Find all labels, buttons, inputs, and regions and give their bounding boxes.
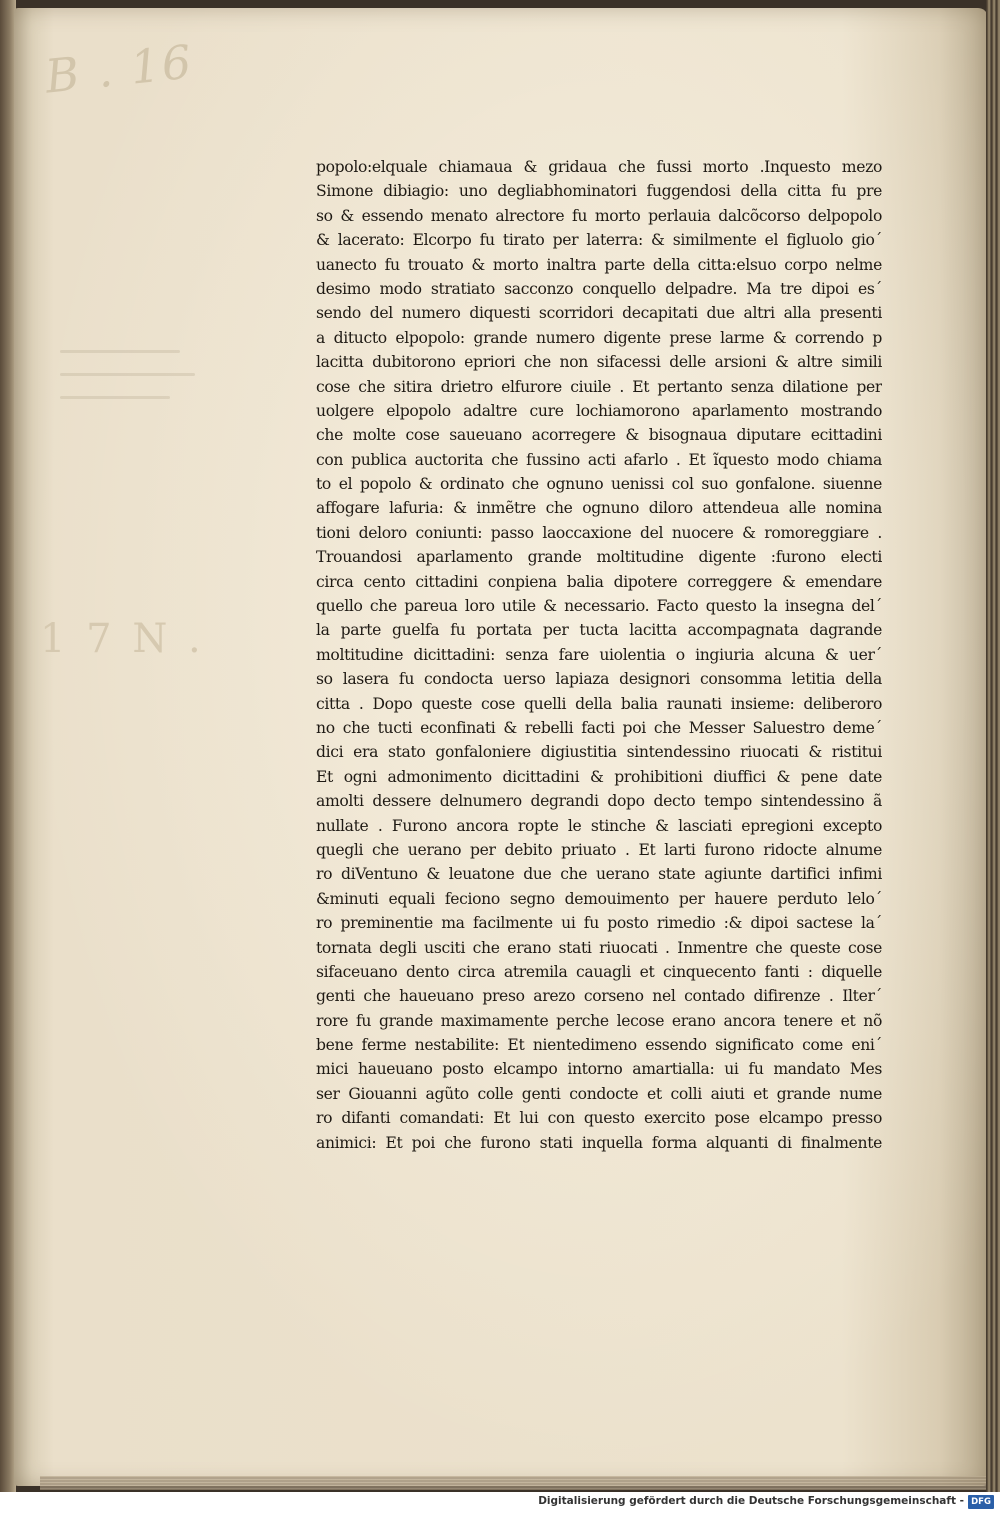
text-line: con publica auctorita che fussino acti afarlo . Et ĩquesto modo chiama bbox=[316, 450, 882, 469]
text-line: popolo:elquale chiamaua & gridaua che fussi morto .Inquesto mezo bbox=[316, 158, 882, 176]
text-line: dici era stato gonfaloniere digiustitia sintendessino riuocati & ristitui bbox=[316, 743, 882, 762]
dfg-logo: DFG bbox=[968, 1495, 994, 1509]
text-line: lacitta dubitorono epriori che non sifacessi delle arsioni & altre simili bbox=[316, 353, 882, 372]
text-line: Trouandosi aparlamento grande moltitudine digente :furono electi bbox=[316, 548, 882, 567]
text-line: &minuti equali feciono segno demouimento per hauere perduto lelo´ bbox=[316, 889, 882, 908]
text-line: animici: Et poi che furono stati inquella forma alquanti di finalmente bbox=[316, 1133, 882, 1152]
text-line: bene ferme nestabilite: Et nientedimeno essendo significato come eni´ bbox=[316, 1036, 882, 1055]
text-line: circa cento cittadini conpiena balia dipotere correggere & emendare bbox=[316, 572, 882, 591]
text-line: che molte cose saueuano acorregere & bisognaua diputare ecittadini bbox=[316, 426, 882, 445]
text-line: moltitudine dicittadini: senza fare uiolentia o ingiuria alcuna & uer´ bbox=[316, 645, 882, 664]
body-text bbox=[316, 155, 882, 1155]
text-line: a ditucto elpopolo: grande numero digente prese larme & correndo p bbox=[316, 328, 882, 347]
text-line: sifaceuano dento circa atremila cauagli et cinquecento fanti : diquelle bbox=[316, 962, 882, 981]
text-line: ro difanti comandati: Et lui con questo exercito pose elcampo presso bbox=[316, 1109, 882, 1128]
text-line: ser Giouanni agũto colle genti condocte et colli aiuti et grande nume bbox=[316, 1084, 882, 1103]
text-line: la parte guelfa fu portata per tucta lacitta accompagnata dagrande bbox=[316, 621, 882, 640]
text-line: so & essendo menato alrectore fu morto perlauia dalcõcorso delpopolo bbox=[316, 206, 882, 225]
text-line: citta . Dopo queste cose quelli della balia raunati insieme: deliberoro bbox=[316, 694, 882, 713]
text-line: mici haueuano posto elcampo intorno amartialla: ui fu mandato Mes bbox=[316, 1060, 882, 1079]
text-line: uanecto fu trouato & morto inaltra parte della citta:elsuo corpo nelme bbox=[316, 255, 882, 274]
bleed-through-text bbox=[60, 350, 200, 419]
text-line: & lacerato: Elcorpo fu tirato per laterra: & similmente el figluolo gio´ bbox=[316, 231, 882, 250]
text-line: affogare lafuria: & inmẽtre che ognuno diloro attendeua alle nomina bbox=[316, 499, 882, 518]
text-line: nullate . Furono ancora ropte le stinche & lasciati epregioni excepto bbox=[316, 816, 882, 835]
text-line: Et ogni admonimento dicittadini & prohibitioni diuffici & pene date bbox=[316, 767, 882, 786]
text-line: no che tucti econfinati & rebelli facti poi che Messer Saluestro deme´ bbox=[316, 718, 882, 737]
text-line: ro preminentie ma facilmente ui fu posto rimedio :& dipoi sactese la´ bbox=[316, 914, 882, 933]
digitization-footer bbox=[0, 1492, 1000, 1513]
text-line: quegli che uerano per debito priuato . Et larti furono ridocte alnume bbox=[316, 840, 882, 859]
funding-notice: Digitalisierung gefördert durch die Deutsche Forschungsgemeinschaft - bbox=[538, 1495, 964, 1507]
page-stack-edge bbox=[986, 0, 1000, 1513]
marginal-note-middle: 1 7 N . bbox=[40, 616, 205, 662]
text-line: sendo del numero diquesti scorridori decapitati due altri alla presenti bbox=[316, 304, 882, 323]
text-line: so lasera fu condocta uerso lapiaza designori consomma letitia della bbox=[316, 670, 882, 689]
text-line: quello che pareua loro utile & necessario. Facto questo la insegna del´ bbox=[316, 597, 882, 616]
page-bottom-edge bbox=[40, 1476, 986, 1490]
text-line: rore fu grande maximamente perche lecose erano ancora tenere et nõ bbox=[316, 1011, 882, 1030]
text-line: uolgere elpopolo adaltre cure lochiamorono aparlamento mostrando bbox=[316, 401, 882, 420]
text-line: ro diVentuno & leuatone due che uerano state agiunte dartifici infimi bbox=[316, 865, 882, 884]
marginal-note-top: B . 16 bbox=[42, 34, 196, 104]
text-line: amolti dessere delnumero degrandi dopo decto tempo sintendessino ã bbox=[316, 792, 882, 811]
text-line: genti che haueuano preso arezo corseno nel contado difirenze . Ilter´ bbox=[316, 987, 882, 1006]
text-line: desimo modo stratiato sacconzo conquello delpadre. Ma tre dipoi es´ bbox=[316, 279, 882, 298]
text-line: tioni deloro coniunti: passo laoccaxione del nuocere & romoreggiare . bbox=[316, 523, 882, 542]
text-line: to el popolo & ordinato che ognuno uenissi col suo gonfalone. siuenne bbox=[316, 475, 882, 494]
text-line: Simone dibiagio: uno degliabhominatori fuggendosi della citta fu pre bbox=[316, 182, 882, 201]
text-line: tornata degli usciti che erano stati riuocati . Inmentre che queste cose bbox=[316, 938, 882, 957]
text-line: cose che sitira drietro elfurore ciuile . Et pertanto senza dilatione per bbox=[316, 377, 882, 396]
